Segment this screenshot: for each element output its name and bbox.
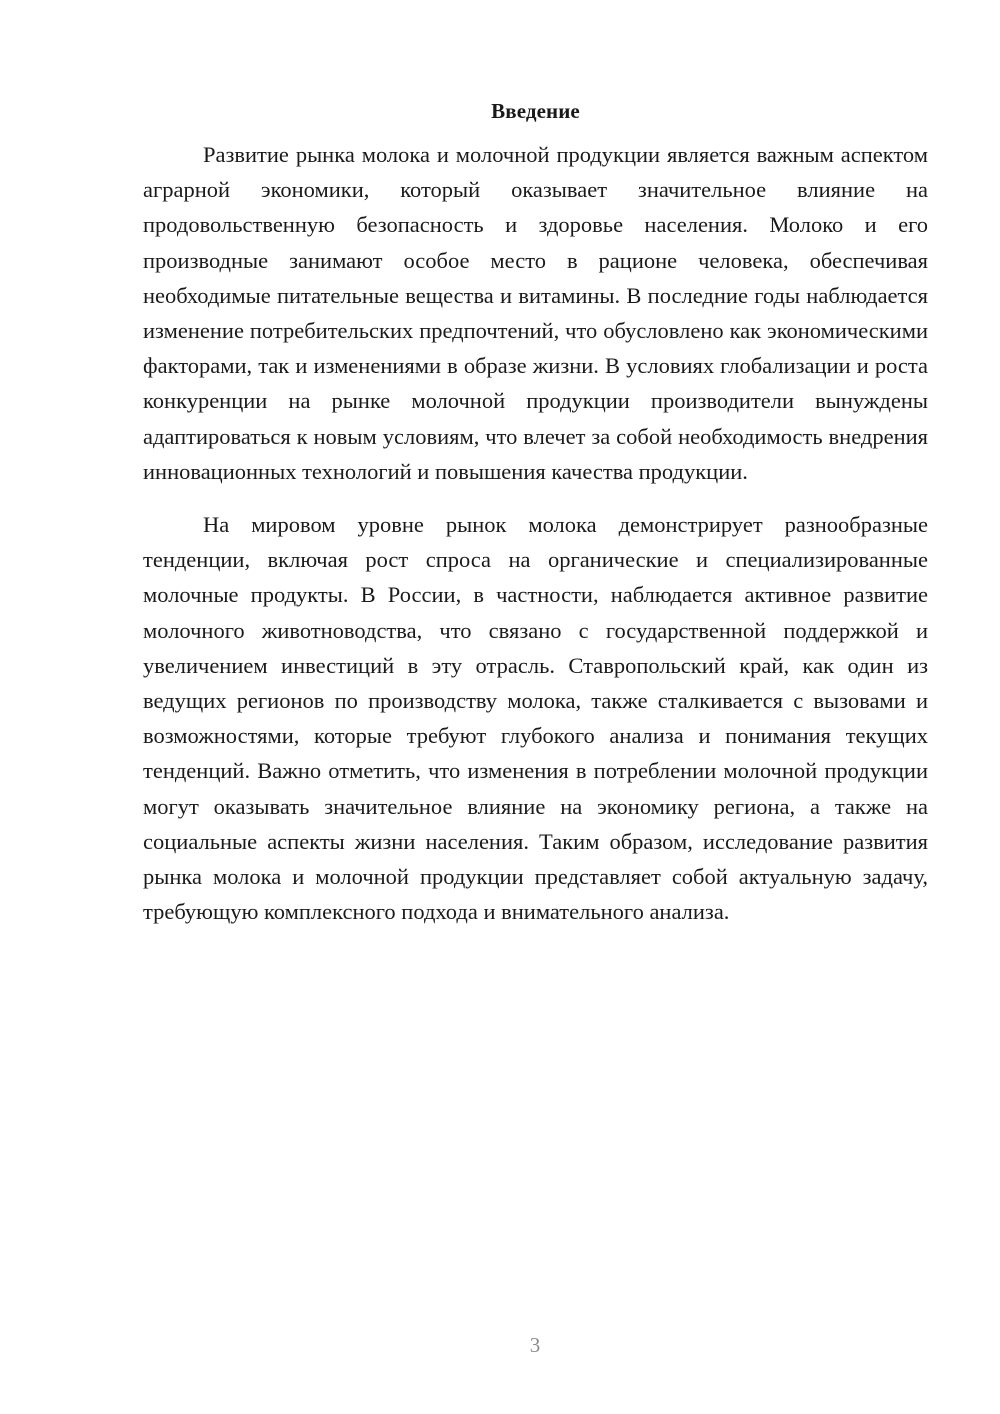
paragraph-1: Развитие рынка молока и молочной продукции является важным аспектом аграрной экономики, который оказывает значительное влияние на продовольственную безопасность и здоровье населения. Молоко и его производные занимают особое место в рационе человека, обеспечивая необходимые питательные вещества и витамины. В последние годы наблюдается изменение потребительских предпочтений, что обусловлено как экономическими факторами, так и изменениями в образе жизни. В условиях глобализации и роста конкуренции на рынке молочной продукции производители вынуждены адаптироваться к новым условиям, что влечет за собой необходимость внедрения инновационных технологий и повышения качества продукции. <box>143 142 928 484</box>
section-heading: Введение <box>491 99 580 123</box>
paragraph-2: На мировом уровне рынок молока демонстрирует разнообразные тенденции, включая рост спроса на органические и специализированные молочные продукты. В России, в частности, наблюдается активное развитие молочного животноводства, что связано с государственной поддержкой и увеличением инвестиций в эту отрасль. Ставропольский край, как один из ведущих регионов по производству молока, также сталкивается с вызовами и возможностями, которые требуют глубокого анализа и понимания текущих тенденций. Важно отметить, что изменения в потреблении молочной продукции могут оказывать значительное влияние на экономику региона, а также на социальные аспекты жизни населения. Таким образом, исследование развития рынка молока и молочной продукции представляет собой актуальную задачу, требующую комплексного подхода и внимательного анализа. <box>143 512 928 925</box>
page-number: 3 <box>529 1333 541 1357</box>
page-content <box>143 95 928 929</box>
